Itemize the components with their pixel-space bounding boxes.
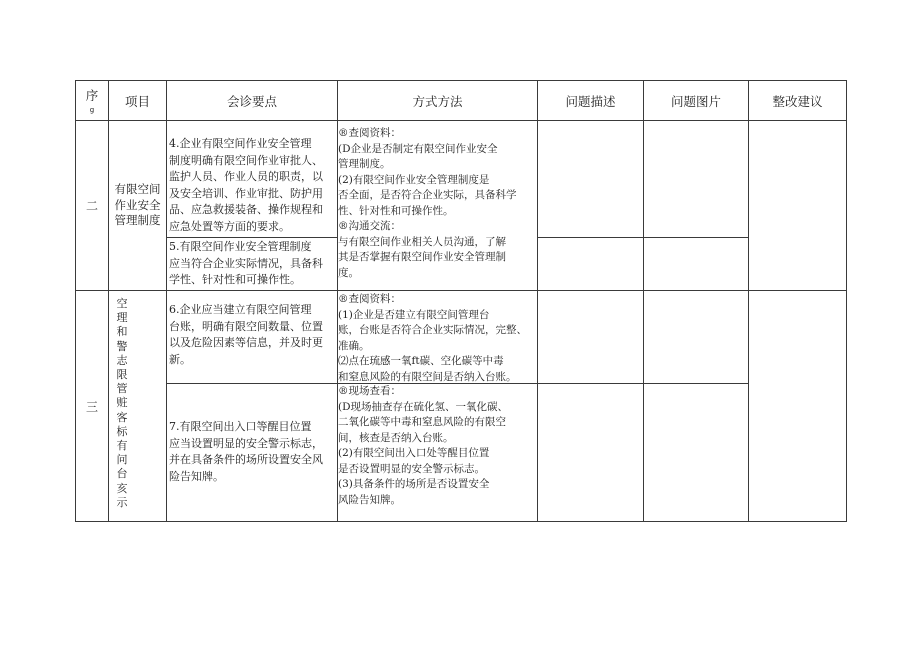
section-3-project-char: 限	[116, 368, 128, 382]
row-divider-3-inner-a	[166, 383, 337, 384]
section-2-method: ®查阅资料： (D企业是否制定有限空间作业安全 管理制度。 (2)有限空间作业安全管理制度是 否全面，是否符合企业实际，具备科学 性、针对性和可操作性。 ®沟通交流： 与有限空间作业相关人员沟通，了解 其是否掌握有限空间作业安全管理制 度。	[338, 127, 517, 279]
header-seq-label: 序	[85, 88, 99, 103]
section-2-project: 有限空间 作业安全 管理制度	[114, 182, 161, 228]
header-points: 会诊要点	[226, 93, 277, 109]
section-2-point-5: 5.有限空间作业安全管理制度 应当符合企业实际情况，具备科 学性、针对性和可操作性。	[169, 240, 323, 286]
header-seq	[76, 81, 108, 120]
section-3-project-char: 有	[116, 439, 128, 453]
section-3-project-cell	[109, 291, 166, 521]
section-3-project-char: 问	[116, 453, 128, 467]
header-suggestion: 整改建议	[772, 93, 823, 109]
section-3-project-char: 管	[116, 382, 128, 396]
col-line-4	[537, 80, 538, 522]
header-problem-desc: 问题描述	[565, 93, 616, 109]
section-3-project-char: 客	[116, 410, 128, 424]
section-3-project-char: 志	[116, 353, 128, 367]
header-project: 项目	[124, 93, 150, 109]
section-3-project-char: 和	[116, 325, 128, 339]
header-divider	[75, 120, 847, 121]
section-3-project	[115, 297, 129, 510]
section-3-method-review: ®查阅资料： (1)企业是否建立有限空间管理台 账，台账是否符合企业实际情况，完整、 准确。 ⑵点在琉感一氧ft碳、空化碳等中毒 和窒息风险的有限空间是否纳入台账。	[338, 293, 527, 383]
section-3-method-inspect: ®现场查看： (D现场抽查存在硫化氢、一氧化碳、 二氧化碳等中毒和窒息风险的有限空 间，核查是否纳入台账。 (2)有限空间出入口处等醒目位置 是否设置明显的安全警示标志。 (3)具备条件的场所是否设置安全 风险告知牌。	[338, 385, 509, 506]
section-2-project-cell	[109, 121, 166, 290]
header-problem-image: 问题图片	[670, 93, 721, 109]
section-divider	[75, 290, 847, 291]
col-line-5	[643, 80, 644, 522]
section-3-project-char: 理	[116, 311, 128, 325]
section-3-project-char: 亥	[116, 481, 128, 495]
row-divider-2-inner-a	[166, 237, 337, 238]
section-3-project-char: 空	[116, 297, 128, 310]
col-line-6	[748, 80, 749, 522]
table-border-bottom	[75, 521, 847, 522]
header-seq-mark: g	[89, 106, 95, 114]
section-3-project-char: 示	[116, 495, 128, 509]
section-2-number: 二	[85, 199, 98, 213]
section-3-project-char: 标	[116, 424, 128, 438]
section-3-project-char: 台	[116, 467, 128, 481]
col-line-7	[846, 80, 847, 522]
section-3-point-6: 6.企业应当建立有限空间管理 台账，明确有限空间数量、位置 以及危险因素等信息，并及时更 新。	[169, 303, 323, 366]
section-3-project-char: 赃	[116, 396, 128, 410]
section-3-point-7: 7.有限空间出入口等醒目位置 应当设置明显的安全警示标志， 并在具备条件的场所设置安全风 险告知牌。	[169, 420, 323, 483]
section-3-number: 三	[85, 399, 98, 414]
section-3-project-char: 警	[116, 339, 128, 353]
section-2-point-4: 4.企业有限空间作业安全管理 制度明确有限空间作业审批人、 监护人员、作业人员的职责，以 及安全培训、作业审批、防护用 品、应急救援装备、操作规程和 应急处置等方面的要求。	[169, 137, 323, 233]
header-method: 方式方法	[412, 93, 463, 109]
